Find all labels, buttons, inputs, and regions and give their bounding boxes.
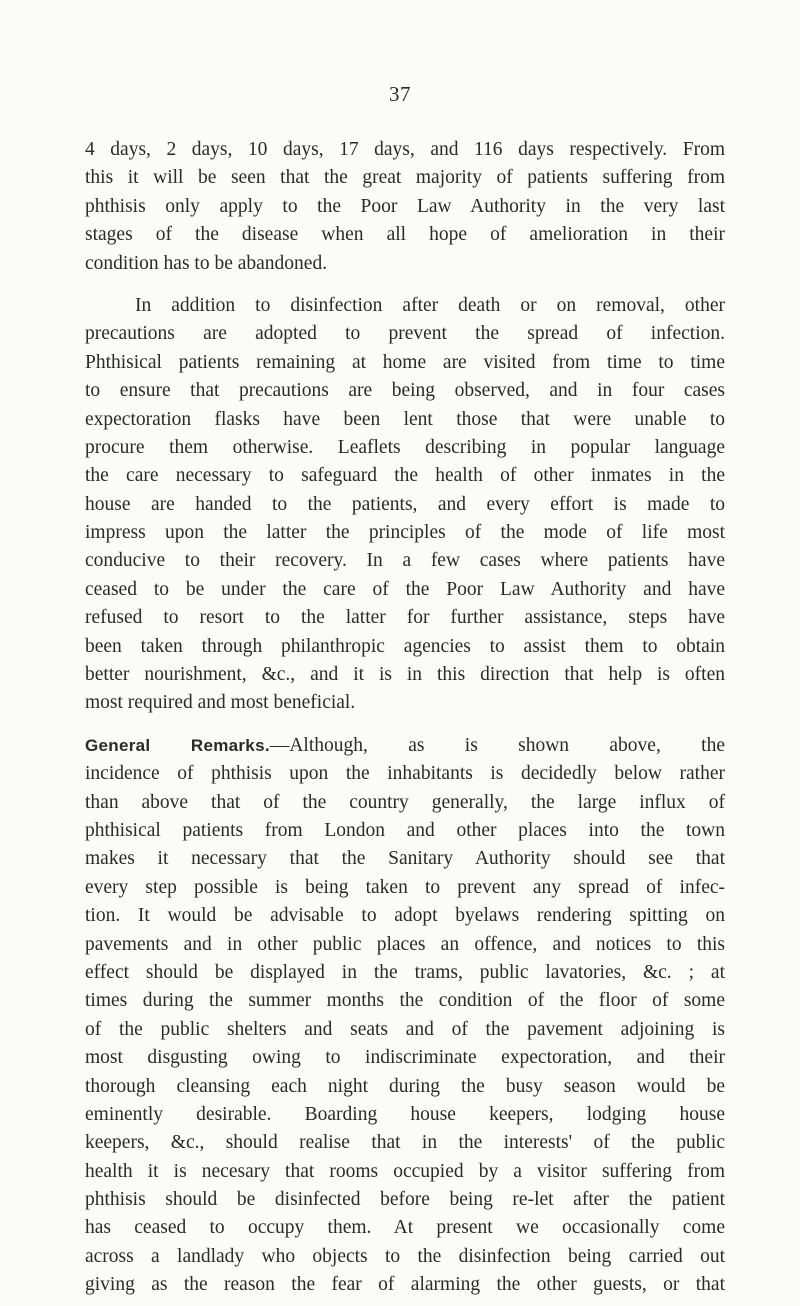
body-text [85,136,725,1300]
text-line: across a landlady who objects to the disinfection being carried out [85,1245,725,1267]
text-line: ceased to be under the care of the Poor Law Authority and have [85,578,725,600]
text-line: phthisis should be disinfected before being re-let after the patient [85,1189,725,1211]
text-line: house are handed to the patients, and every effort is made to [85,493,725,515]
text-line: most required and most beneficial. [85,692,356,714]
section-heading: General Remarks. [85,735,270,755]
text-line: stages of the disease when all hope of amelioration in their [85,224,725,246]
text-line: incidence of phthisis upon the inhabitants is decidedly below rather [85,763,725,785]
text-line: to ensure that precautions are being observed, and in four cases [85,380,725,402]
text-line: expectoration flasks have been lent those that were unable to [85,408,725,430]
text-line: In addition to disinfection after death or on removal, other [135,294,725,316]
text-line: times during the summer months the condition of the floor of some [85,990,725,1012]
text-run: —Although, as is shown above, the [269,734,725,756]
text-line: refused to resort to the latter for further assistance, steps have [85,607,725,629]
text-line: giving as the reason the fear of alarming the other guests, or that [85,1274,725,1296]
text-line: the care necessary to safeguard the health of other inmates in the [85,465,725,487]
page-number: 37 [389,82,411,106]
text-line: effect should be displayed in the trams, public lavatories, &c. ; at [85,961,725,983]
paragraph-3 [85,732,725,1300]
text-line: every step possible is being taken to prevent any spread of infec- [85,876,725,898]
text-line: has ceased to occupy them. At present we occasionally come [85,1217,725,1239]
text-line: impress upon the latter the principles of the mode of life most [85,522,725,544]
text-line: been taken through philanthropic agencies to assist them to obtain [85,635,725,657]
text-line: 4 days, 2 days, 10 days, 17 days, and 116 days respectively. From [85,139,725,160]
text-line: of the public shelters and seats and of the pavement adjoining is [85,1018,725,1040]
text-line: conducive to their recovery. In a few cases where patients have [85,550,725,572]
text-line: eminently desirable. Boarding house keepers, lodging house [85,1103,725,1125]
text-line: thorough cleansing each night during the busy season would be [85,1075,725,1097]
text-line: Phthisical patients remaining at home are visited from time to time [85,351,725,373]
text-line: precautions are adopted to prevent the spread of infection. [85,323,725,345]
text-line: health it is necesary that rooms occupied by a visitor suffering from [85,1160,725,1182]
text-line-with-heading [85,732,725,760]
text-line: tion. It would be advisable to adopt byelaws rendering spitting on [85,905,725,927]
paragraph-1 [85,136,725,278]
text-line: phthisical patients from London and other places into the town [85,819,725,841]
text-line: keepers, &c., should realise that in the interests' of the public [85,1132,725,1154]
text-line: condition has to be abandoned. [85,252,328,274]
text-line: makes it necessary that the Sanitary Authority should see that [85,848,725,870]
text-line: most disgusting owing to indiscriminate expectoration, and their [85,1047,725,1069]
text-line: this it will be seen that the great majority of patients suffering from [85,167,725,189]
text-line: pavements and in other public places an offence, and notices to this [85,933,725,955]
paragraph-2 [85,292,725,718]
text-line: procure them otherwise. Leaflets describing in popular language [85,436,725,458]
text-line: than above that of the country generally, the large influx of [85,791,725,813]
text-line: better nourishment, &c., and it is in this direction that help is often [85,664,725,686]
text-line: phthisis only apply to the Poor Law Authority in the very last [85,195,725,217]
